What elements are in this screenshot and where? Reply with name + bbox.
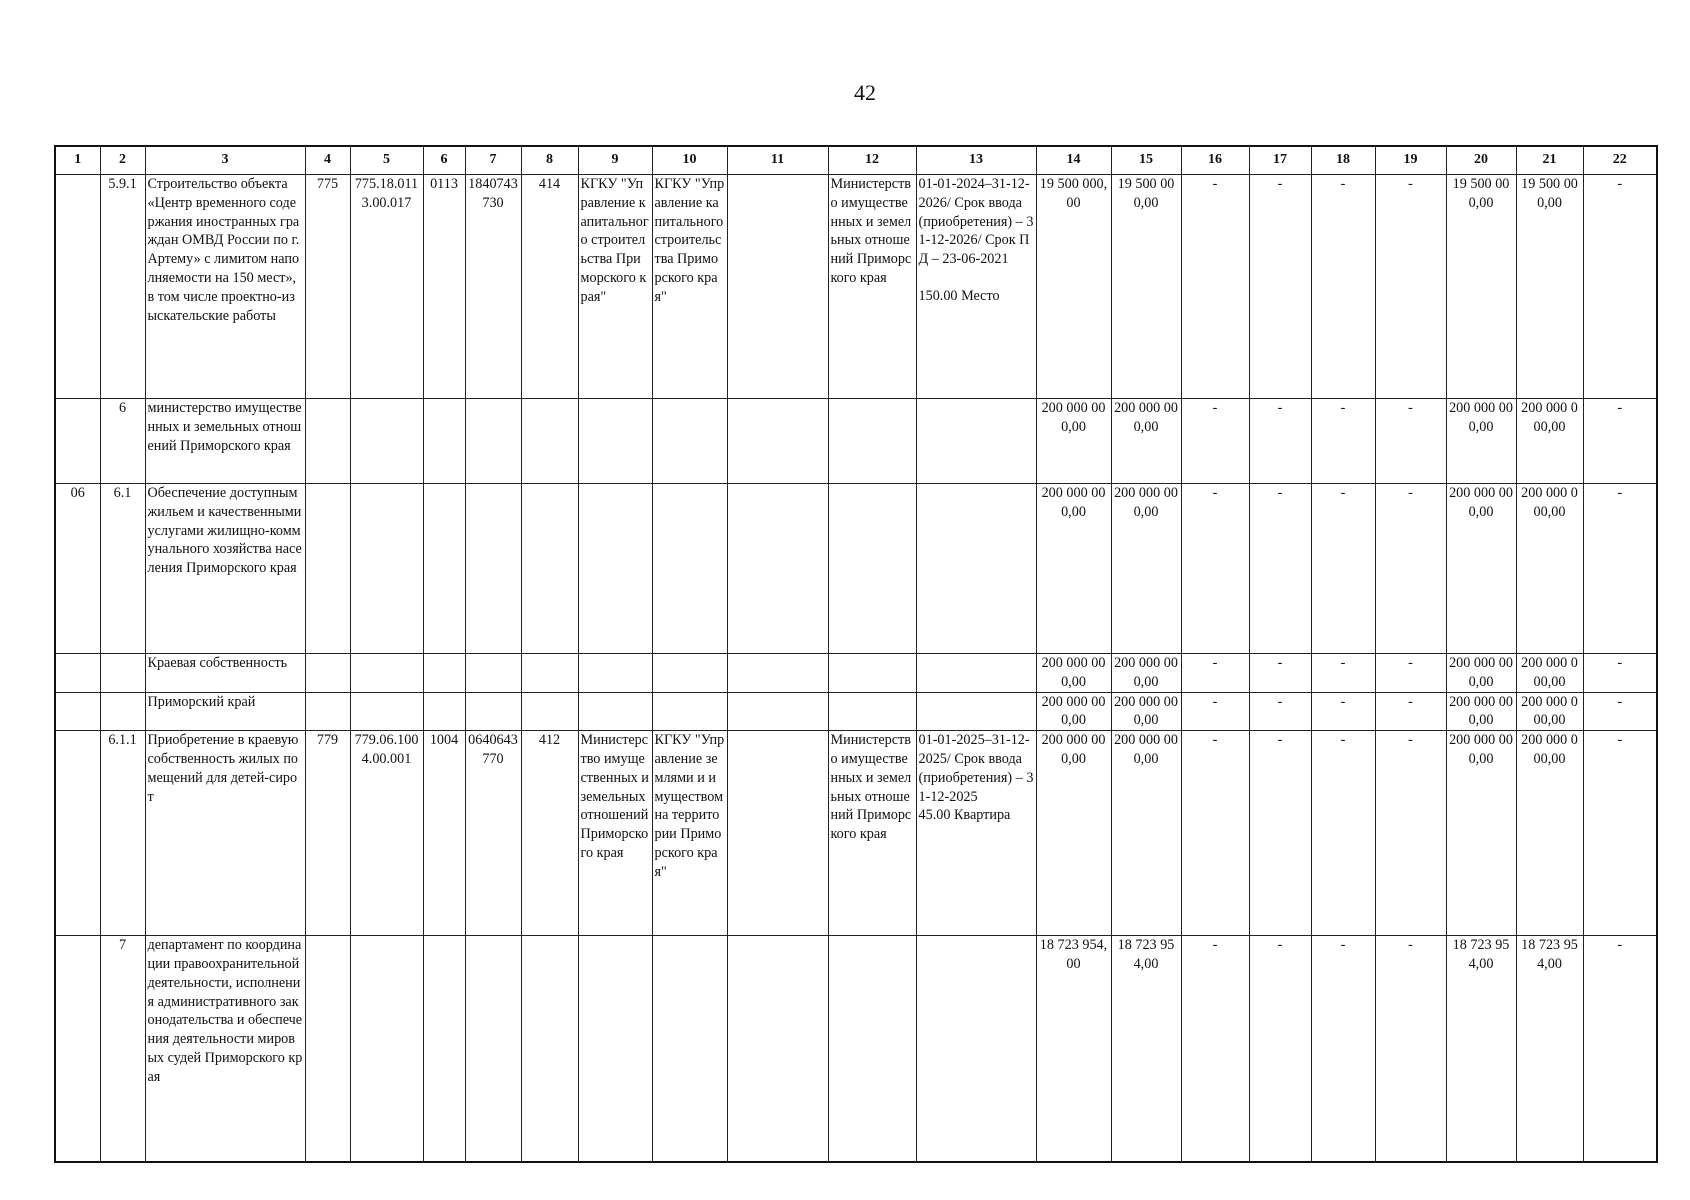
cell-col-9: Министерство имущественных и земельных отношений Приморского края bbox=[578, 731, 652, 936]
column-header-21: 21 bbox=[1516, 146, 1583, 175]
cell-col-9 bbox=[578, 936, 652, 1162]
cell-col-15: 19 500 000,00 bbox=[1111, 175, 1181, 399]
cell-col-3: Обеспечение доступным жильем и качественными услугами жилищно-коммунального хозяйства населения Приморского края bbox=[145, 484, 305, 654]
cell-col-12 bbox=[828, 484, 916, 654]
cell-col-8 bbox=[521, 936, 578, 1162]
cell-col-15: 200 000 000,00 bbox=[1111, 654, 1181, 693]
cell-col-21: 200 000 000,00 bbox=[1516, 484, 1583, 654]
cell-col-4: 775 bbox=[305, 175, 350, 399]
cell-dates: 01-01-2024–31-12-2026/ Срок ввода (приобретения) – 31-12-2026/ Срок ПД – 23-06-2021 bbox=[918, 176, 1034, 268]
cell-col-12 bbox=[828, 654, 916, 693]
cell-col-4 bbox=[305, 692, 350, 731]
cell-col-3: Приморский край bbox=[145, 692, 305, 731]
cell-col-15: 200 000 000,00 bbox=[1111, 692, 1181, 731]
header-row bbox=[55, 146, 1657, 175]
cell-col-20: 200 000 000,00 bbox=[1446, 399, 1516, 484]
table-row bbox=[55, 175, 1657, 399]
column-header-22: 22 bbox=[1583, 146, 1657, 175]
cell-col-2: 6 bbox=[100, 399, 145, 484]
cell-col-16: - bbox=[1181, 399, 1249, 484]
cell-col-14: 200 000 000,00 bbox=[1036, 399, 1111, 484]
cell-col-10 bbox=[652, 936, 727, 1162]
cell-col-5 bbox=[350, 399, 423, 484]
column-header-5: 5 bbox=[350, 146, 423, 175]
cell-col-20: 200 000 000,00 bbox=[1446, 692, 1516, 731]
column-header-19: 19 bbox=[1375, 146, 1446, 175]
cell-col-6: 0113 bbox=[423, 175, 465, 399]
cell-col-4 bbox=[305, 936, 350, 1162]
cell-col-5 bbox=[350, 692, 423, 731]
column-header-11: 11 bbox=[727, 146, 828, 175]
cell-col-10 bbox=[652, 399, 727, 484]
cell-col-7: 1840743730 bbox=[465, 175, 521, 399]
cell-col-10 bbox=[652, 484, 727, 654]
cell-col-3: Приобретение в краевую собственность жилых помещений для детей-сирот bbox=[145, 731, 305, 936]
cell-capacity: 150.00 Место bbox=[918, 287, 1000, 304]
cell-col-17: - bbox=[1249, 692, 1311, 731]
cell-col-11 bbox=[727, 731, 828, 936]
cell-col-6: 1004 bbox=[423, 731, 465, 936]
cell-col-22: - bbox=[1583, 731, 1657, 936]
cell-col-3: департамент по координации правоохранительной деятельности, исполнения административного законодательства и обеспечения деятельности мировых судей Приморского края bbox=[145, 936, 305, 1162]
cell-col-6 bbox=[423, 484, 465, 654]
cell-col-11 bbox=[727, 654, 828, 693]
cell-col-14: 200 000 000,00 bbox=[1036, 731, 1111, 936]
cell-col-4 bbox=[305, 399, 350, 484]
cell-col-13 bbox=[916, 399, 1036, 484]
cell-col-22: - bbox=[1583, 399, 1657, 484]
cell-col-1 bbox=[55, 936, 100, 1162]
column-header-12: 12 bbox=[828, 146, 916, 175]
cell-col-19: - bbox=[1375, 399, 1446, 484]
cell-col-16: - bbox=[1181, 175, 1249, 399]
cell-col-1 bbox=[55, 399, 100, 484]
cell-col-10 bbox=[652, 654, 727, 693]
cell-col-5 bbox=[350, 484, 423, 654]
cell-col-16: - bbox=[1181, 936, 1249, 1162]
column-header-3: 3 bbox=[145, 146, 305, 175]
cell-col-19: - bbox=[1375, 731, 1446, 936]
column-header-2: 2 bbox=[100, 146, 145, 175]
cell-col-21: 18 723 954,00 bbox=[1516, 936, 1583, 1162]
cell-col-3: Строительство объекта «Центр временного содержания иностранных граждан ОМВД России по г. Артему» с лимитом наполняемости на 150 мест», в том числе проектно-изыскательские работы bbox=[145, 175, 305, 399]
table-row bbox=[55, 654, 1657, 693]
cell-col-2: 7 bbox=[100, 936, 145, 1162]
cell-col-11 bbox=[727, 175, 828, 399]
cell-col-14: 200 000 000,00 bbox=[1036, 692, 1111, 731]
column-header-1: 1 bbox=[55, 146, 100, 175]
cell-col-21: 200 000 000,00 bbox=[1516, 399, 1583, 484]
table-row bbox=[55, 399, 1657, 484]
cell-col-19: - bbox=[1375, 654, 1446, 693]
cell-col-15: 200 000 000,00 bbox=[1111, 399, 1181, 484]
cell-col-17: - bbox=[1249, 731, 1311, 936]
cell-col-19: - bbox=[1375, 692, 1446, 731]
cell-col-11 bbox=[727, 692, 828, 731]
cell-col-21: 200 000 000,00 bbox=[1516, 692, 1583, 731]
cell-col-9 bbox=[578, 484, 652, 654]
cell-col-18: - bbox=[1311, 399, 1375, 484]
cell-col-4 bbox=[305, 484, 350, 654]
cell-dates: 01-01-2025–31-12-2025/ Срок ввода (приобретения) – 31-12-2025 bbox=[918, 732, 1034, 805]
cell-col-17: - bbox=[1249, 399, 1311, 484]
cell-col-19: - bbox=[1375, 484, 1446, 654]
cell-col-8: 414 bbox=[521, 175, 578, 399]
cell-col-20: 19 500 000,00 bbox=[1446, 175, 1516, 399]
cell-col-15: 200 000 000,00 bbox=[1111, 731, 1181, 936]
cell-col-10: КГКУ "Управление землями и имуществом на территории Приморского края" bbox=[652, 731, 727, 936]
cell-col-13 bbox=[916, 692, 1036, 731]
cell-col-21: 200 000 000,00 bbox=[1516, 731, 1583, 936]
cell-col-14: 200 000 000,00 bbox=[1036, 484, 1111, 654]
column-header-14: 14 bbox=[1036, 146, 1111, 175]
cell-col-13 bbox=[916, 731, 1036, 936]
cell-col-7: 0640643770 bbox=[465, 731, 521, 936]
cell-col-7 bbox=[465, 692, 521, 731]
cell-col-13 bbox=[916, 936, 1036, 1162]
cell-col-2: 6.1.1 bbox=[100, 731, 145, 936]
cell-col-5: 775.18.0113.00.017 bbox=[350, 175, 423, 399]
cell-col-2 bbox=[100, 654, 145, 693]
cell-col-14: 200 000 000,00 bbox=[1036, 654, 1111, 693]
column-header-8: 8 bbox=[521, 146, 578, 175]
cell-col-2: 6.1 bbox=[100, 484, 145, 654]
cell-col-16: - bbox=[1181, 654, 1249, 693]
cell-col-2 bbox=[100, 692, 145, 731]
cell-col-20: 200 000 000,00 bbox=[1446, 484, 1516, 654]
cell-col-14: 19 500 000,00 bbox=[1036, 175, 1111, 399]
cell-col-4 bbox=[305, 654, 350, 693]
cell-col-12: Министерство имущественных и земельных отношений Приморского края bbox=[828, 731, 916, 936]
column-header-20: 20 bbox=[1446, 146, 1516, 175]
cell-col-7 bbox=[465, 484, 521, 654]
cell-col-9: КГКУ "Управление капитального строительства Приморского края" bbox=[578, 175, 652, 399]
cell-col-18: - bbox=[1311, 484, 1375, 654]
cell-col-20: 200 000 000,00 bbox=[1446, 731, 1516, 936]
cell-col-12 bbox=[828, 692, 916, 731]
column-header-18: 18 bbox=[1311, 146, 1375, 175]
cell-col-15: 18 723 954,00 bbox=[1111, 936, 1181, 1162]
cell-col-19: - bbox=[1375, 936, 1446, 1162]
cell-col-14: 18 723 954,00 bbox=[1036, 936, 1111, 1162]
table-body bbox=[55, 175, 1657, 1162]
cell-col-1: 06 bbox=[55, 484, 100, 654]
cell-col-22: - bbox=[1583, 175, 1657, 399]
cell-col-22: - bbox=[1583, 936, 1657, 1162]
cell-col-10 bbox=[652, 692, 727, 731]
table-row bbox=[55, 484, 1657, 654]
table-row bbox=[55, 936, 1657, 1162]
column-header-10: 10 bbox=[652, 146, 727, 175]
table-row bbox=[55, 731, 1657, 936]
cell-col-13 bbox=[916, 654, 1036, 693]
cell-col-2: 5.9.1 bbox=[100, 175, 145, 399]
cell-col-21: 200 000 000,00 bbox=[1516, 654, 1583, 693]
cell-col-22: - bbox=[1583, 484, 1657, 654]
cell-col-6 bbox=[423, 654, 465, 693]
cell-col-18: - bbox=[1311, 692, 1375, 731]
cell-col-1 bbox=[55, 731, 100, 936]
cell-col-9 bbox=[578, 692, 652, 731]
cell-col-8: 412 bbox=[521, 731, 578, 936]
cell-col-17: - bbox=[1249, 175, 1311, 399]
cell-col-10: КГКУ "Управление капитального строительства Приморского края" bbox=[652, 175, 727, 399]
column-header-17: 17 bbox=[1249, 146, 1311, 175]
cell-col-8 bbox=[521, 654, 578, 693]
cell-col-6 bbox=[423, 936, 465, 1162]
cell-col-7 bbox=[465, 936, 521, 1162]
cell-col-18: - bbox=[1311, 654, 1375, 693]
cell-col-12: Министерство имущественных и земельных отношений Приморского края bbox=[828, 175, 916, 399]
cell-col-11 bbox=[727, 399, 828, 484]
cell-col-18: - bbox=[1311, 731, 1375, 936]
budget-table bbox=[54, 145, 1658, 1163]
cell-col-6 bbox=[423, 692, 465, 731]
cell-col-5: 779.06.1004.00.001 bbox=[350, 731, 423, 936]
cell-col-8 bbox=[521, 399, 578, 484]
cell-col-1 bbox=[55, 654, 100, 693]
cell-col-12 bbox=[828, 936, 916, 1162]
cell-col-8 bbox=[521, 484, 578, 654]
cell-col-4: 779 bbox=[305, 731, 350, 936]
cell-col-1 bbox=[55, 692, 100, 731]
page-number: 42 bbox=[854, 80, 876, 105]
cell-col-16: - bbox=[1181, 731, 1249, 936]
table-row bbox=[55, 692, 1657, 731]
cell-col-17: - bbox=[1249, 654, 1311, 693]
cell-col-17: - bbox=[1249, 936, 1311, 1162]
cell-col-17: - bbox=[1249, 484, 1311, 654]
cell-col-22: - bbox=[1583, 654, 1657, 693]
cell-col-12 bbox=[828, 399, 916, 484]
column-header-4: 4 bbox=[305, 146, 350, 175]
cell-col-16: - bbox=[1181, 692, 1249, 731]
cell-col-3: министерство имущественных и земельных отношений Приморского края bbox=[145, 399, 305, 484]
cell-col-6 bbox=[423, 399, 465, 484]
cell-col-8 bbox=[521, 692, 578, 731]
column-header-13: 13 bbox=[916, 146, 1036, 175]
cell-col-1 bbox=[55, 175, 100, 399]
column-header-7: 7 bbox=[465, 146, 521, 175]
cell-col-18: - bbox=[1311, 936, 1375, 1162]
cell-capacity: 45.00 Квартира bbox=[918, 807, 1011, 824]
cell-col-16: - bbox=[1181, 484, 1249, 654]
cell-col-21: 19 500 000,00 bbox=[1516, 175, 1583, 399]
cell-col-11 bbox=[727, 484, 828, 654]
column-header-16: 16 bbox=[1181, 146, 1249, 175]
cell-col-11 bbox=[727, 936, 828, 1162]
column-header-6: 6 bbox=[423, 146, 465, 175]
cell-col-7 bbox=[465, 654, 521, 693]
cell-col-13 bbox=[916, 484, 1036, 654]
cell-col-9 bbox=[578, 399, 652, 484]
cell-col-7 bbox=[465, 399, 521, 484]
cell-col-3: Краевая собственность bbox=[145, 654, 305, 693]
column-header-15: 15 bbox=[1111, 146, 1181, 175]
cell-col-20: 18 723 954,00 bbox=[1446, 936, 1516, 1162]
column-header-9: 9 bbox=[578, 146, 652, 175]
cell-col-22: - bbox=[1583, 692, 1657, 731]
cell-col-5 bbox=[350, 936, 423, 1162]
cell-col-9 bbox=[578, 654, 652, 693]
cell-col-20: 200 000 000,00 bbox=[1446, 654, 1516, 693]
cell-col-15: 200 000 000,00 bbox=[1111, 484, 1181, 654]
cell-col-19: - bbox=[1375, 175, 1446, 399]
cell-col-5 bbox=[350, 654, 423, 693]
cell-col-18: - bbox=[1311, 175, 1375, 399]
cell-col-13 bbox=[916, 175, 1036, 399]
